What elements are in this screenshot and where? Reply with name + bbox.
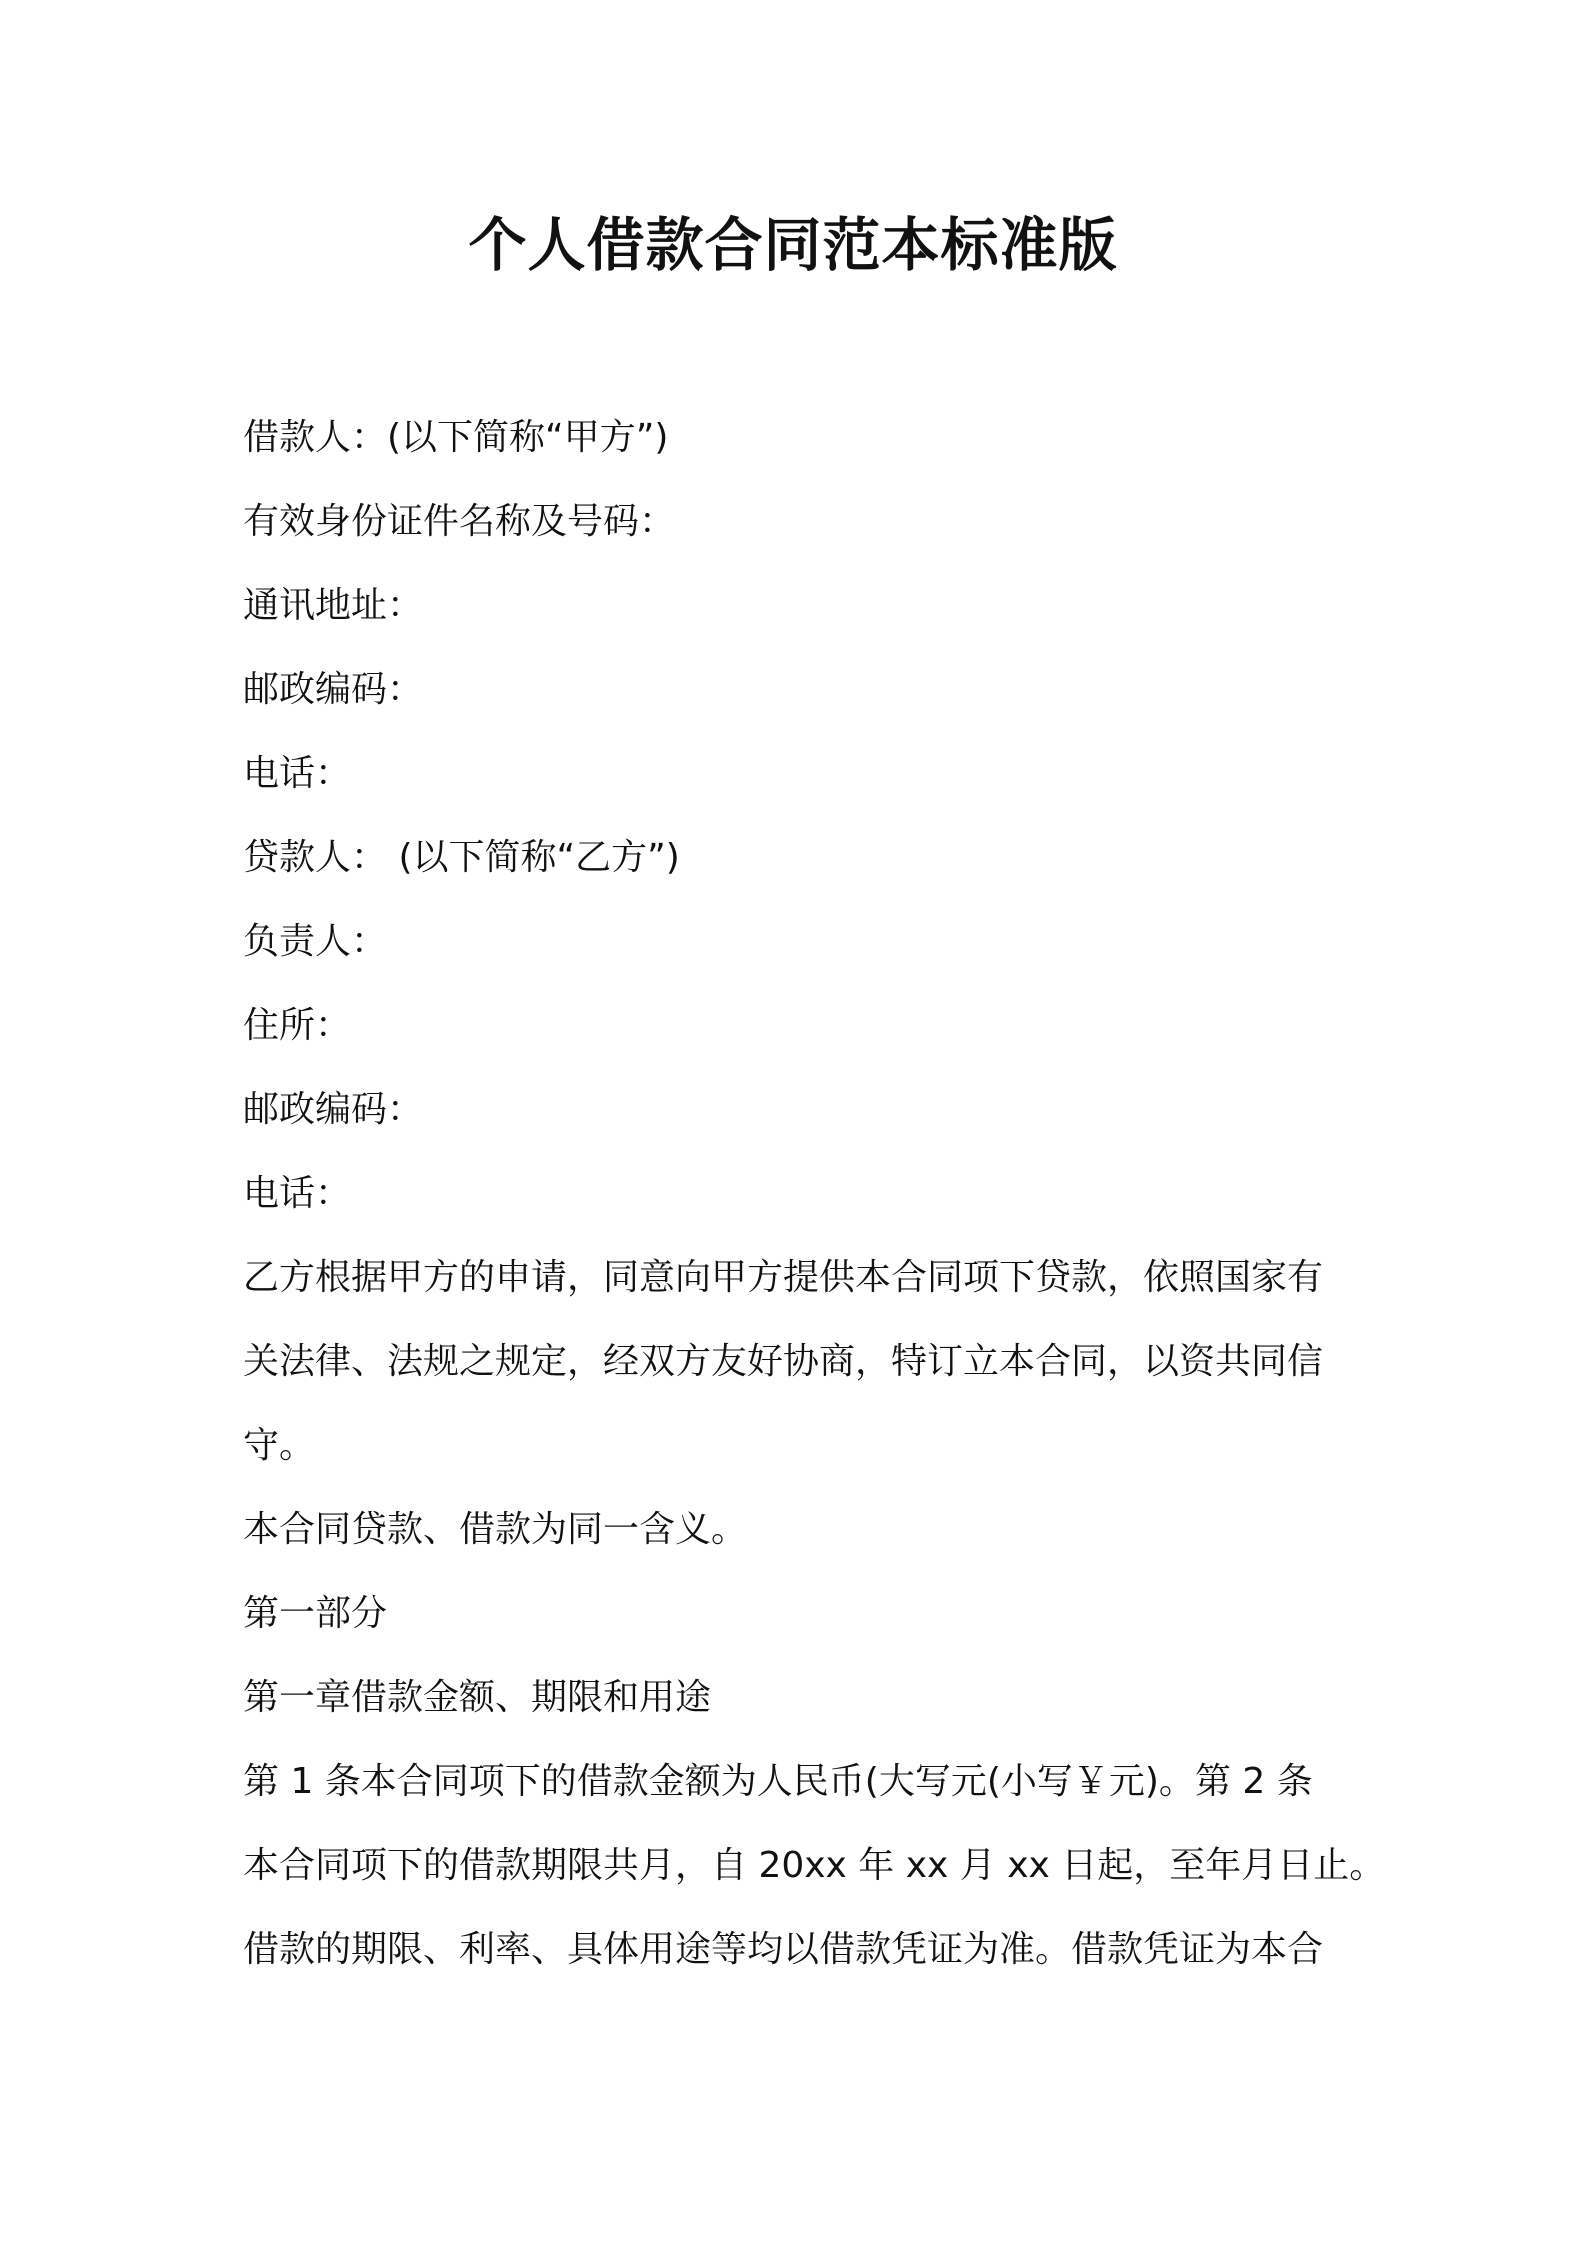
part-heading: 第一部分	[243, 1593, 388, 1634]
borrower-address-line: 通讯地址：	[243, 585, 424, 626]
borrower-postcode-line: 邮政编码：	[243, 669, 424, 710]
chapter-heading: 第一章借款金额、期限和用途	[243, 1677, 712, 1718]
article-line-1: 第 1 条本合同项下的借款金额为人民币(大写元(小写￥元)。第 2 条	[243, 1761, 1313, 1802]
id-document-line: 有效身份证件名称及号码：	[243, 501, 676, 542]
lender-residence-line: 住所：	[243, 1005, 352, 1046]
lender-line: 贷款人： (以下简称“乙方”)	[243, 837, 680, 878]
borrower-phone-line: 电话：	[243, 753, 352, 794]
article-line-2: 本合同项下的借款期限共月，自 20xx 年 xx 月 xx 日起，至年月日止。	[243, 1845, 1386, 1886]
document-body	[243, 396, 1386, 1992]
article-line-3: 借款的期限、利率、具体用途等均以借款凭证为准。借款凭证为本合	[243, 1929, 1324, 1970]
preamble-line-2: 关法律、法规之规定，经双方友好协商，特订立本合同，以资共同信	[243, 1341, 1324, 1382]
document-title: 个人借款合同范本标准版	[468, 211, 1118, 279]
lender-postcode-line: 邮政编码：	[243, 1089, 424, 1130]
borrower-line: 借款人：(以下简称“甲方”)	[243, 417, 669, 458]
lender-responsible-person-line: 负责人：	[243, 921, 388, 962]
lender-phone-line: 电话：	[243, 1173, 352, 1214]
definition-line: 本合同贷款、借款为同一含义。	[243, 1509, 748, 1550]
preamble-line-1: 乙方根据甲方的申请，同意向甲方提供本合同项下贷款，依照国家有	[243, 1257, 1324, 1298]
preamble-line-3: 守。	[243, 1425, 316, 1466]
